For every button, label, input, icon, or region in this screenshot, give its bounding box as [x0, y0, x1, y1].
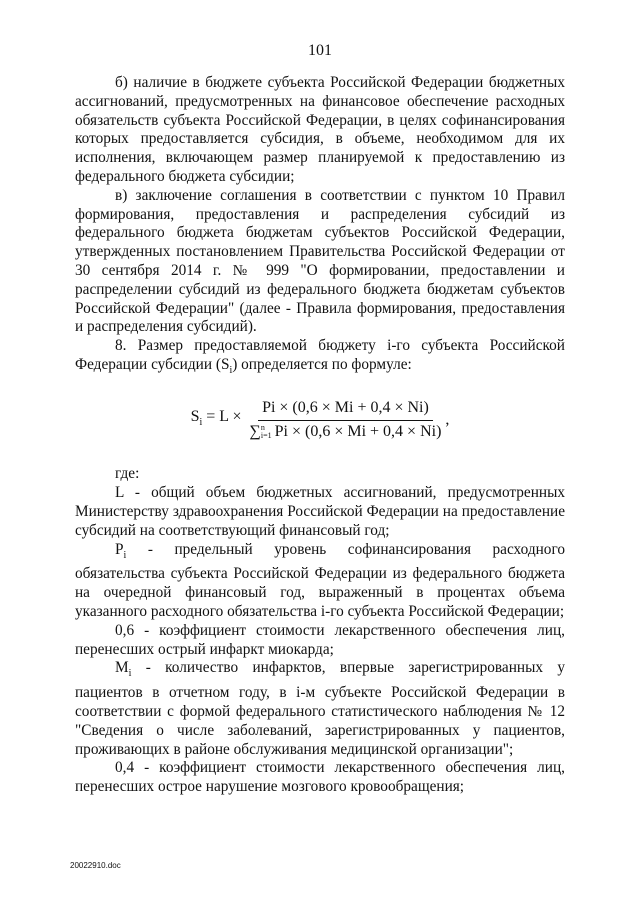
formula-denominator-wrap: [246, 421, 446, 442]
formula-denominator: Pi × (0,6 × Mi + 0,4 × Ni): [274, 422, 442, 440]
sum-limits: [261, 424, 272, 440]
symbol-m-sub: i: [128, 668, 132, 680]
formula-numerator: Pi × (0,6 × Mi + 0,4 × Ni): [258, 399, 433, 421]
paragraph-8-text: 8. Размер предоставляемой бюджету i-го субъекта Российской Федерации субсидии (: [75, 337, 565, 373]
sum-symbol: ∑: [249, 422, 261, 440]
formula-trail: ,: [445, 410, 450, 428]
definition-l: L - общий объем бюджетных ассигнований, предусмотренных Министерству здравоохранения Российской Федерации на предоставление субсидий на соответствующий финансовый год;: [75, 484, 565, 539]
symbol-s-sub: i: [229, 365, 233, 376]
paragraph-8: [75, 337, 565, 381]
formula-lhs-sub: i: [199, 416, 203, 428]
symbol-m: M: [115, 659, 129, 677]
paragraph-8-tail: ) определяется по формуле:: [232, 355, 412, 373]
subsidy-formula: [75, 399, 565, 442]
definition-p-text: - предельный уровень софинансирования расходного обязательства субъекта Российской Федерации из федерального бюджета на очередной финансовый год, выраженный в процентах объема указанного расходного обязательства i-го субъекта Российской Федерации;: [75, 540, 565, 621]
formula-fraction: [246, 399, 446, 442]
symbol-s: S: [220, 355, 230, 373]
paragraph-b: б) наличие в бюджете субъекта Российской Федерации бюджетных ассигнований, предусмотренных на финансовое обеспечение расходных обязательств субъекта Российской Федерации, в целях софинансирования которых предоставляется субсидия, в объеме, необходимом для их исполнения, включающем размер планируемой к предоставлению из федерального бюджета субсидии;: [75, 74, 565, 185]
definition-04: 0,4 - коэффициент стоимости лекарственного обеспечения лиц, перенесших острое нарушение мозгового кровообращения;: [75, 759, 565, 796]
symbol-p-sub: i: [123, 549, 127, 561]
page-number: 101: [308, 42, 332, 59]
sum-lower: i=1: [260, 430, 272, 440]
formula-lhs-symbol: S: [190, 407, 200, 425]
formula-eq: = L ×: [202, 407, 242, 425]
definition-m-text: - количество инфарктов, впервые зарегистрированных у пациентов в отчетном году, в i-м субъекте Российской Федерации в соответствии с формой федерального статистического наблюдения № 12 "Сведения о числе заболеваний, зарегистрированных у пациентов, проживающих в районе обслуживания медицинской организации";: [75, 659, 565, 758]
document-body: [75, 74, 565, 797]
definition-06: 0,6 - коэффициент стоимости лекарственного обеспечения лиц, перенесших острый инфаркт миокарда;: [75, 621, 565, 658]
paragraph-v: в) заключение соглашения в соответствии с пунктом 10 Правил формирования, предоставления и распределения субсидий из федерального бюджета бюджетам субъектов Российской Федерации, утвержденных постановлением Правительства Российской Федерации от 30 сентября 2014 г. № 999 "О формировании, предоставлении и распределении субсидий из федерального бюджета бюджетам субъектов Российской Федерации" (далее - Правила формирования, предоставления и распределения субсидий).: [75, 186, 565, 336]
formula-lhs: [191, 408, 242, 433]
definition-p: [75, 541, 565, 622]
symbol-p: P: [115, 540, 124, 558]
footer-filename: 20022910.doc: [70, 861, 121, 870]
sum-upper: n: [260, 422, 265, 432]
definition-m: [75, 659, 565, 759]
where-label: где:: [115, 465, 140, 483]
